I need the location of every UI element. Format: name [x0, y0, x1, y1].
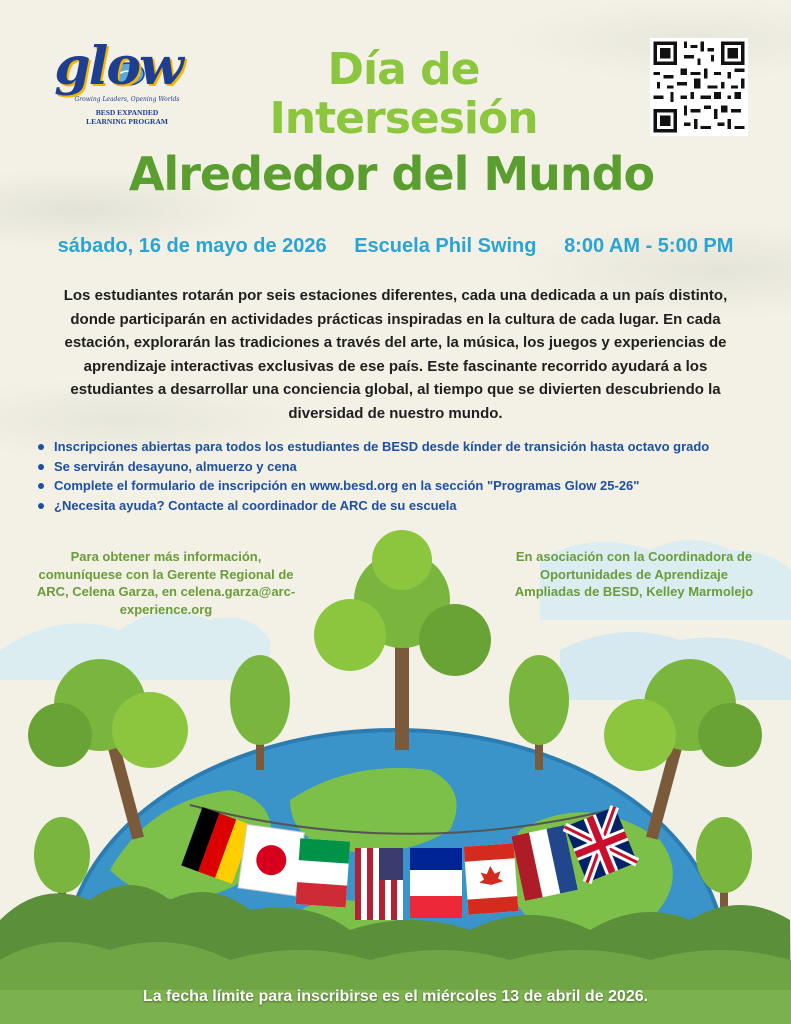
event-description: Los estudiantes rotarán por seis estaciones diferentes, cada una dedicada a un país distinto, donde participarán en actividades prácticas inspiradas en la cultura de cada lugar. En cada estación, explorarán las tradiciones a través del arte, la música, los juegos y experiencias de aprendizaje interactivas exclusivas de ese país. Este fascinante recorrido ayudará a los estudiantes a desarrollar una conciencia global, al tiempo que se divierten descubriendo la diversidad de nuestro mundo. [63, 287, 728, 422]
event-location: Escuela Phil Swing [354, 235, 537, 257]
logo-tagline: Growing Leaders, Opening Worlds [74, 96, 180, 103]
registration-deadline: La fecha límite para inscribirse es el miércoles 13 de abril de 2026. [142, 988, 649, 1005]
contact-info: Para obtener más información, comuníquese con la Gerente Regional de ARC, Celena Garza, en celena.garza@arc-experience.org [36, 549, 296, 617]
title-line-2: Intersesión [269, 93, 538, 144]
france-flag [410, 848, 462, 918]
bullet-item: Se servirán desayuno, almuerzo y cena [38, 457, 778, 477]
italy-flag [296, 838, 350, 907]
japan-flag [238, 824, 304, 895]
partnership-info: En asociación con la Coordinadora de Oportunidades de Aprendizaje Ampliadas de BESD, Kelley Marmolejo [514, 549, 754, 599]
logo-brand: glow [54, 36, 182, 97]
tree-icon [314, 530, 491, 750]
canada-flag [464, 843, 519, 914]
title-line-1: Día de [327, 44, 480, 95]
bullet-item: Inscripciones abiertas para todos los estudiantes de BESD desde kínder de transición hasta octavo grado [38, 437, 778, 457]
event-details [0, 235, 791, 258]
logo-program-line1: BESD EXPANDED [95, 108, 159, 117]
usa-flag [355, 848, 403, 920]
bullet-item: ¿Necesita ayuda? Contacte al coordinador de ARC de su escuela [38, 496, 778, 516]
bullet-item: Complete el formulario de inscripción en www.besd.org en la sección "Programas Glow 25-26" [38, 476, 778, 496]
title-line-3: Alrededor del Mundo [128, 147, 655, 201]
event-time: 8:00 AM - 5:00 PM [564, 235, 734, 257]
event-date: sábado, 16 de mayo de 2026 [57, 235, 327, 257]
info-bullet-list [38, 437, 778, 515]
logo-program-line2: LEARNING PROGRAM [86, 117, 168, 126]
